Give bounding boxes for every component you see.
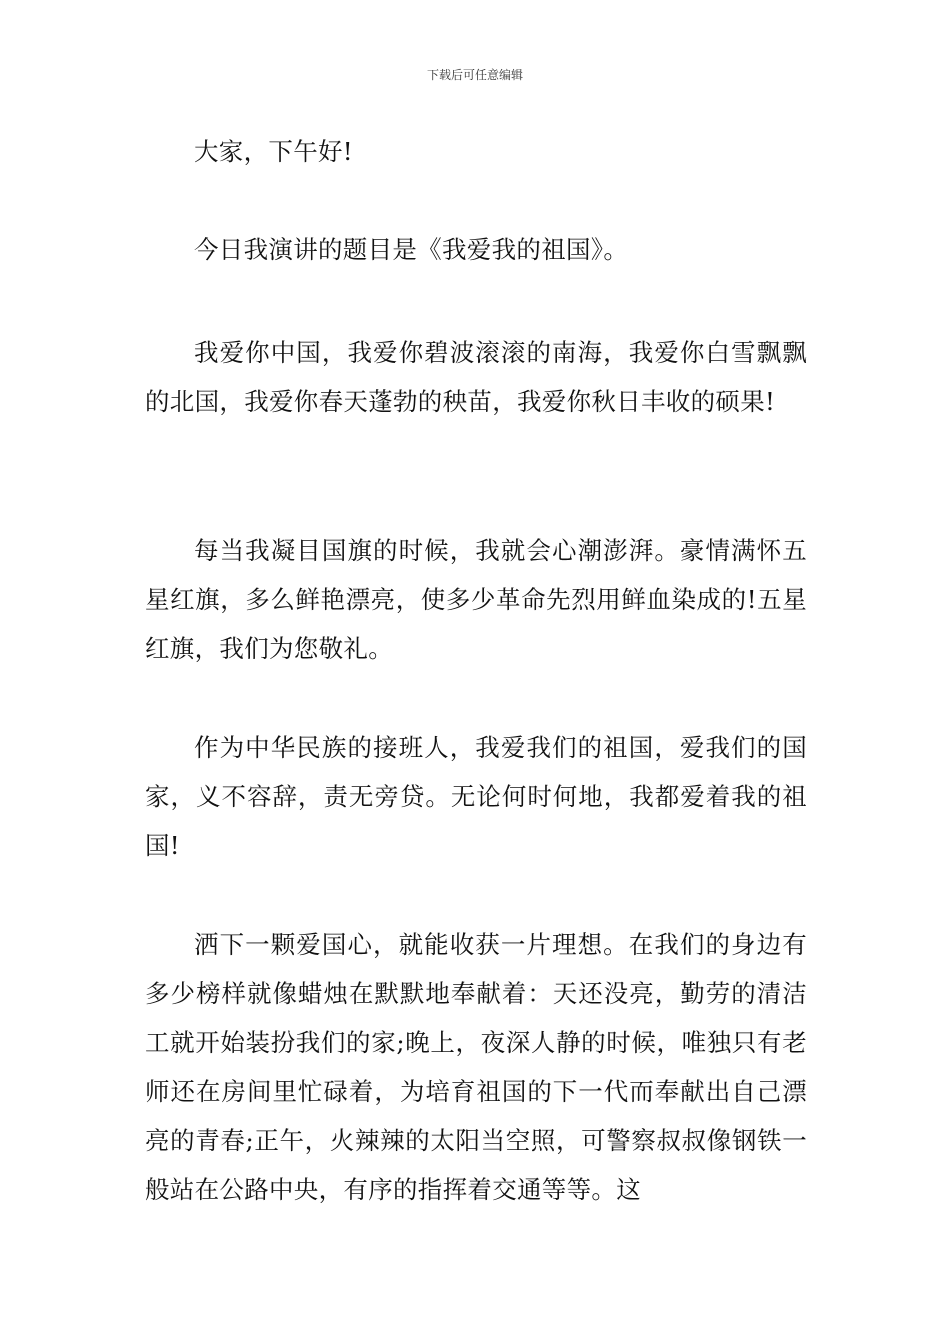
paragraph-text: 大家，下午好! bbox=[194, 137, 353, 166]
paragraph-role-models bbox=[145, 920, 807, 1214]
paragraph-text: 作为中华民族的接班人，我爱我们的祖国，爱我们的国家，义不容辞，责无旁贷。无论何时何地，我都爱着我的祖国! bbox=[145, 733, 807, 860]
paragraph-greeting bbox=[145, 127, 807, 176]
header-note: 下载后可任意编辑 bbox=[426, 68, 523, 82]
paragraph-topic bbox=[145, 225, 807, 274]
paragraph-successor bbox=[145, 723, 807, 870]
paragraph-text: 每当我凝目国旗的时候，我就会心潮澎湃。豪情满怀五星红旗，多么鲜艳漂亮，使多少革命先烈用鲜血染成的!五星红旗，我们为您敬礼。 bbox=[145, 536, 807, 663]
paragraph-text: 我爱你中国，我爱你碧波滚滚的南海，我爱你白雪飘飘的北国，我爱你春天蓬勃的秧苗，我爱你秋日丰收的硕果! bbox=[145, 338, 807, 416]
paragraph-text: 今日我演讲的题目是《我爱我的祖国》。 bbox=[194, 235, 629, 264]
paragraph-text: 洒下一颗爱国心，就能收获一片理想。在我们的身边有多少榜样就像蜡烛在默默地奉献着：天还没亮，勤劳的清洁工就开始装扮我们的家;晚上，夜深人静的时候，唯独只有老师还在房间里忙碌着，为培育祖国的下一代而奉献出自己漂亮的青春;正午，火辣辣的太阳当空照，可警察叔叔像钢铁一般站在公路中央，有序的指挥着交通等等。这 bbox=[145, 930, 807, 1204]
paragraph-national-flag bbox=[145, 526, 807, 673]
paragraph-love-china bbox=[145, 328, 807, 426]
